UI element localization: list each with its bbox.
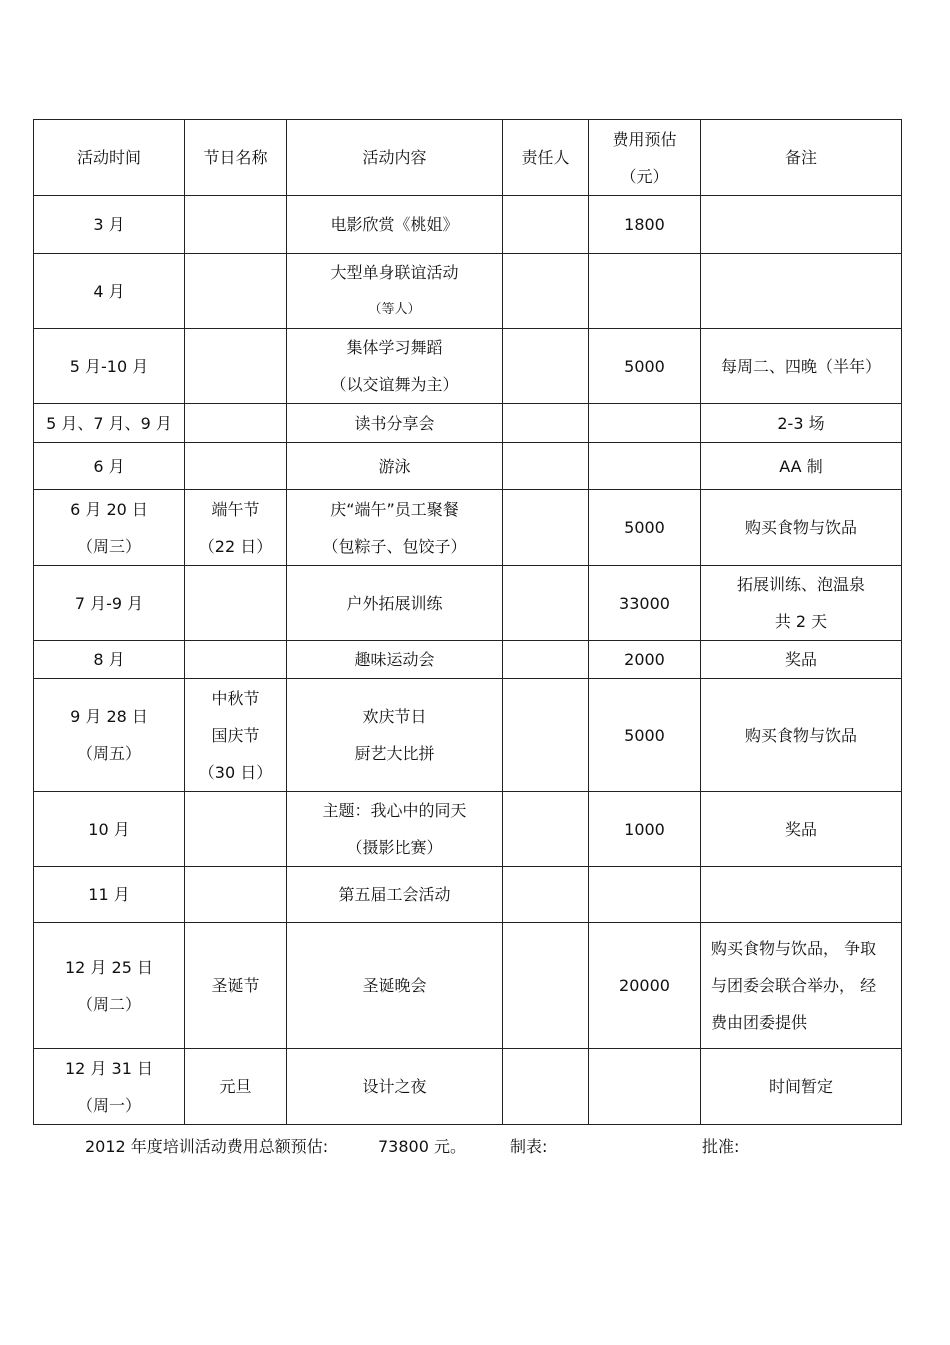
activity-plan-table xyxy=(33,119,902,1125)
cell-content: 集体学习舞蹈 （以交谊舞为主） xyxy=(287,329,503,404)
cell-cost: 2000 xyxy=(589,641,701,679)
cell-note: 购买食物与饮品 xyxy=(701,490,902,566)
header-festival: 节日名称 xyxy=(185,120,287,196)
cell-time: 12 月 25 日 （周二） xyxy=(34,923,185,1049)
header-note: 备注 xyxy=(701,120,902,196)
cell-content: 户外拓展训练 xyxy=(287,566,503,641)
cell-note xyxy=(701,254,902,329)
header-cost: 费用预估 （元） xyxy=(589,120,701,196)
cell-festival xyxy=(185,254,287,329)
cell-festival xyxy=(185,404,287,443)
cell-note xyxy=(701,867,902,923)
cell-owner xyxy=(503,196,589,254)
cell-time: 3 月 xyxy=(34,196,185,254)
cell-owner xyxy=(503,792,589,867)
cell-cost: 33000 xyxy=(589,566,701,641)
cell-cost: 5000 xyxy=(589,490,701,566)
total-value: 73800 元。 xyxy=(378,1137,466,1156)
cell-time: 7 月-9 月 xyxy=(34,566,185,641)
cell-note: 2-3 场 xyxy=(701,404,902,443)
cell-note xyxy=(701,196,902,254)
cell-owner xyxy=(503,490,589,566)
table-row xyxy=(34,443,902,490)
table-row xyxy=(34,404,902,443)
cell-festival: 圣诞节 xyxy=(185,923,287,1049)
cell-cost: 1800 xyxy=(589,196,701,254)
table-row xyxy=(34,867,902,923)
cell-cost: 1000 xyxy=(589,792,701,867)
cell-festival: 端午节 （22 日） xyxy=(185,490,287,566)
cell-cost xyxy=(589,404,701,443)
cell-time: 11 月 xyxy=(34,867,185,923)
table-row xyxy=(34,254,902,329)
table-row xyxy=(34,329,902,404)
cell-festival xyxy=(185,329,287,404)
cell-cost xyxy=(589,867,701,923)
table-row xyxy=(34,923,902,1049)
cell-festival xyxy=(185,566,287,641)
cell-owner xyxy=(503,404,589,443)
cell-owner xyxy=(503,254,589,329)
cell-note: 奖品 xyxy=(701,792,902,867)
cell-owner xyxy=(503,641,589,679)
total-label: 2012 年度培训活动费用总额预估: xyxy=(85,1137,329,1156)
header-content: 活动内容 xyxy=(287,120,503,196)
cell-festival xyxy=(185,867,287,923)
table-row xyxy=(34,1049,902,1125)
table-row xyxy=(34,641,902,679)
cell-time: 6 月 xyxy=(34,443,185,490)
cell-cost xyxy=(589,254,701,329)
cell-time: 9 月 28 日 （周五） xyxy=(34,679,185,792)
cell-cost: 5000 xyxy=(589,329,701,404)
cell-cost xyxy=(589,443,701,490)
cell-cost: 5000 xyxy=(589,679,701,792)
header-owner: 责任人 xyxy=(503,120,589,196)
table-row xyxy=(34,679,902,792)
cell-owner xyxy=(503,1049,589,1125)
cell-content: 庆“端午”员工聚餐 （包粽子、包饺子） xyxy=(287,490,503,566)
cell-time: 10 月 xyxy=(34,792,185,867)
table-row xyxy=(34,490,902,566)
table-row xyxy=(34,792,902,867)
cell-owner xyxy=(503,566,589,641)
cell-festival xyxy=(185,641,287,679)
cell-content: 读书分享会 xyxy=(287,404,503,443)
cell-time: 6 月 20 日 （周三） xyxy=(34,490,185,566)
cell-time: 8 月 xyxy=(34,641,185,679)
cell-festival: 元旦 xyxy=(185,1049,287,1125)
cell-owner xyxy=(503,329,589,404)
table-header-row xyxy=(34,120,902,196)
cell-time: 5 月-10 月 xyxy=(34,329,185,404)
cell-content: 大型单身联谊活动 （等人） xyxy=(287,254,503,329)
cell-content: 游泳 xyxy=(287,443,503,490)
cell-content: 电影欣赏《桃姐》 xyxy=(287,196,503,254)
cell-content: 主题：我心中的同天 （摄影比赛） xyxy=(287,792,503,867)
cell-content: 第五届工会活动 xyxy=(287,867,503,923)
cell-note: 购买食物与饮品 xyxy=(701,679,902,792)
cell-time: 5 月、7 月、9 月 xyxy=(34,404,185,443)
cell-note: 购买食物与饮品， 争取 与团委会联合举办， 经 费由团委提供 xyxy=(701,923,902,1049)
cell-note: 时间暂定 xyxy=(701,1049,902,1125)
cell-note: 奖品 xyxy=(701,641,902,679)
table-row xyxy=(34,196,902,254)
cell-note: 拓展训练、泡温泉 共 2 天 xyxy=(701,566,902,641)
table-row xyxy=(34,566,902,641)
cell-note: 每周二、四晚（半年） xyxy=(701,329,902,404)
cell-time: 4 月 xyxy=(34,254,185,329)
cell-owner xyxy=(503,923,589,1049)
cell-festival xyxy=(185,443,287,490)
approved-by-label: 批准: xyxy=(702,1137,740,1156)
cell-owner xyxy=(503,867,589,923)
cell-content: 欢庆节日 厨艺大比拼 xyxy=(287,679,503,792)
cell-cost: 20000 xyxy=(589,923,701,1049)
prepared-by-label: 制表: xyxy=(510,1137,548,1156)
cell-festival: 中秋节 国庆节 （30 日） xyxy=(185,679,287,792)
cell-note: AA 制 xyxy=(701,443,902,490)
cell-content: 趣味运动会 xyxy=(287,641,503,679)
cell-owner xyxy=(503,443,589,490)
cell-festival xyxy=(185,792,287,867)
cell-content: 设计之夜 xyxy=(287,1049,503,1125)
header-time: 活动时间 xyxy=(34,120,185,196)
cell-time: 12 月 31 日 （周一） xyxy=(34,1049,185,1125)
cell-content: 圣诞晚会 xyxy=(287,923,503,1049)
cell-cost xyxy=(589,1049,701,1125)
cell-festival xyxy=(185,196,287,254)
cell-owner xyxy=(503,679,589,792)
